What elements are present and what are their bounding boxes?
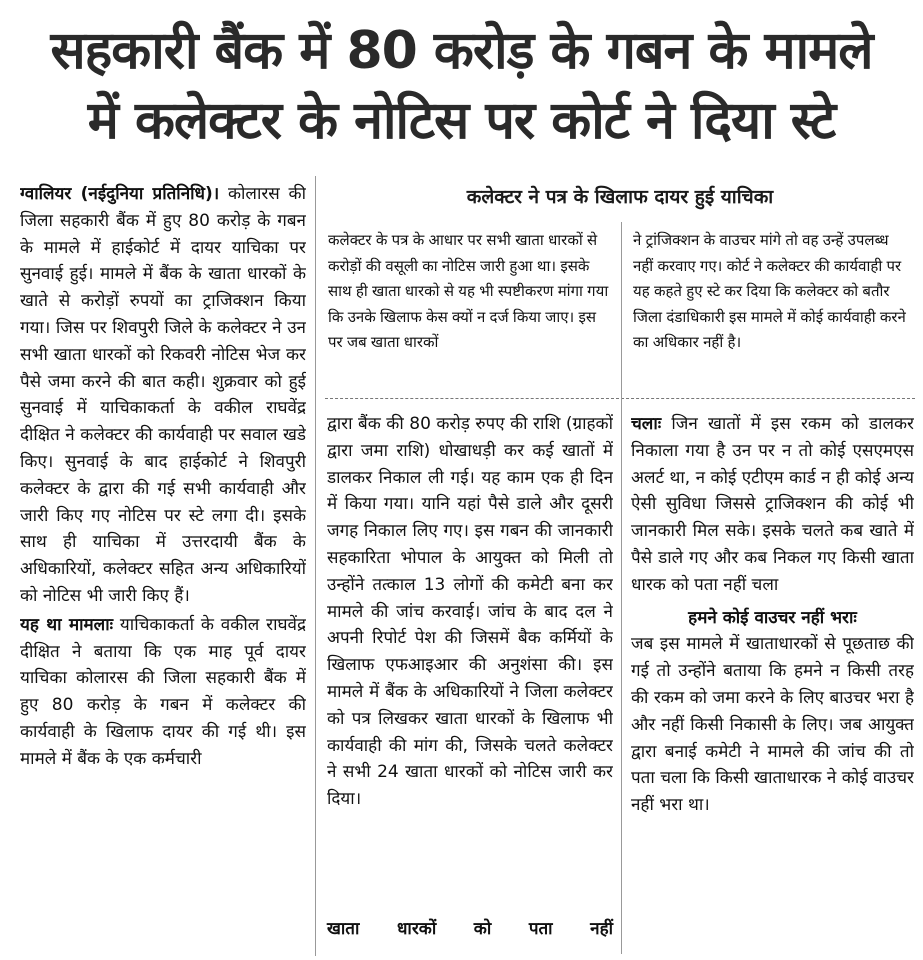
sub-story-right-text: ने ट्रांजिक्शन के वाउचर मांगे तो वह उन्हें उपलब्ध नहीं करवाए गए। कोर्ट ने कलेक्टर की कार्यवाही पर यह कहते हुए स्टे कर दिया कि कलेक्टर को बतौर जिला दंडाधिकारी इस मामले में कोई कार्यवाही करने का अधिकार नहीं है। — [633, 231, 906, 351]
section-lead-background: यह था मामलाः — [20, 614, 114, 635]
middle-footer-subhead: खाता धारकों को पता नहीं — [327, 919, 613, 939]
sub-story-left-text: कलेक्टर के पत्र के आधार पर सभी खाता धारकों से करोड़ों की वसूली का नोटिस जारी हुआ था। इसके साथ ही खाता धारको से यह भी स्पष्टीकरण मांगा गया कि उनके खिलाफ केस क्यों न दर्ज किया जाए। इस पर जब खाता धारकों — [328, 231, 609, 351]
headline-line-2: में कलेक्टर के नोटिस पर कोर्ट ने दिया स्टे — [87, 91, 836, 151]
middle-column — [327, 411, 613, 931]
left-column — [20, 181, 306, 953]
sub-story-headline: कलेक्टर ने पत्र के खिलाफ दायर हुई याचिका — [466, 186, 774, 208]
section-lead-continued: चलाः — [631, 414, 662, 434]
headline-line-1: सहकारी बैंक में 80 करोड़ के गबन के मामले — [50, 21, 873, 81]
middle-paragraph: द्वारा बैंक की 80 करोड़ रुपए की राशि (ग्राहकों द्वारा जमा राशि) धोखाधड़ी कर कई खातों में डालकर निकाल ली गई। यह काम एक ही दिन में किया गया। यानि यहां पैसे डाले और दूसरी जगह निकाल लिए गए। इस गबन की जानकारी सहकारिता भोपाल के आयुक्त को मिली तो उन्होंने तत्काल 13 लोगों की कमेटी बना कर मामले की जांच करवाई। जांच के बाद दल ने अपनी रिपोर्ट पेश की जिसमें बैक कर्मियों के खिलाफ एफआइआर की अनुशंसा की। इस मामले में बैंक के अधिकारियों ने जिला कलेक्टर को पत्र लिखकर खाता धारकों के खिलाफ भी कार्यवाही की मांग की, जिसके चलते कलेक्टर ने सभी 24 खाता धारकों को नोटिस जारी कर दिया। — [327, 414, 613, 810]
right-subhead: हमने कोई वाउचर नहीं भराः — [688, 607, 857, 628]
column-divider — [315, 176, 316, 956]
left-paragraph-1: कोलारस की जिला सहकारी बैंक में हुए 80 करोड़ के गबन के मामले में हाईकोर्ट में दायर याचिका पर सुनवाई हुई। मामले में बैंक के खाता धारकों के खाते से करोड़ों रुपयों का ट्राजिक्शन किया गया। जिस पर शिवपुरी जिले के कलेक्टर ने उन सभी खाता धारकों को रिकवरी नोटिस भेज कर पैसे जमा करने की बात कही। शुक्रवार को हुई सुनवाई में याचिकाकर्ता के वकील राघवेंद्र दीक्षित ने कलेक्टर की कार्यवाही पर सवाल खडे किए। सुनवाई के बाद हाईकोर्ट ने शिवपुरी कलेक्टर के द्वारा की गई सभी कार्यवाही और जारी किए गए नोटिस पर स्टे लगा दी। इसके साथ ही याचिका में उत्तरदायी बैंक के अधिकारियों, कलेक्टर सहित अन्य अधिकारियों को नोटिस भी जारी किए हैं। — [20, 184, 306, 606]
dateline: ग्वालियर (नईदुनिया प्रतिनिधि)। — [20, 184, 220, 204]
right-paragraph-2: जब इस मामले में खाताधारकों से पूछताछ की गई तो उन्होंने बताया कि हमने न किसी तरह की रकम को जमा करने के लिए बाउचर भरा है और नहीं किसी निकासी के लिए। जब आयुक्त द्वारा बनाई कमेटी ने मामले की जांच की तो पता चला कि किसी खाताधारक ने कोई वाउचर नहीं भरा था। — [631, 634, 914, 816]
dashed-separator — [325, 398, 915, 399]
left-paragraph-2: याचिकाकर्ता के वकील राघवेंद्र दीक्षित ने बताया कि एक माह पूर्व दायर याचिका कोलारस की जिला सहकारी बैंक में हुए 80 करोड़ के गबन में कलेक्टर की कार्यवाही के खिलाफ दायर की गई थी। इस मामले में बैंक के एक कर्मचारी — [20, 614, 306, 769]
right-column — [631, 411, 914, 946]
headline — [0, 0, 923, 172]
column-divider-middle — [621, 222, 622, 954]
right-paragraph-1: जिन खातों में इस रकम को डालकर निकाला गया है उन पर न तो कोई एसएमएस अलर्ट था, न कोई एटीएम कार्ड न ही कोई अन्य ऐसी सुविधा जिससे ट्राजिक्शन की कोई भी जानकारी मिल सके। इसके चलते कब खाते में पैसे डाले गए और कब निकल गए किसी खाता धारक को पता नहीं चला — [631, 414, 914, 595]
